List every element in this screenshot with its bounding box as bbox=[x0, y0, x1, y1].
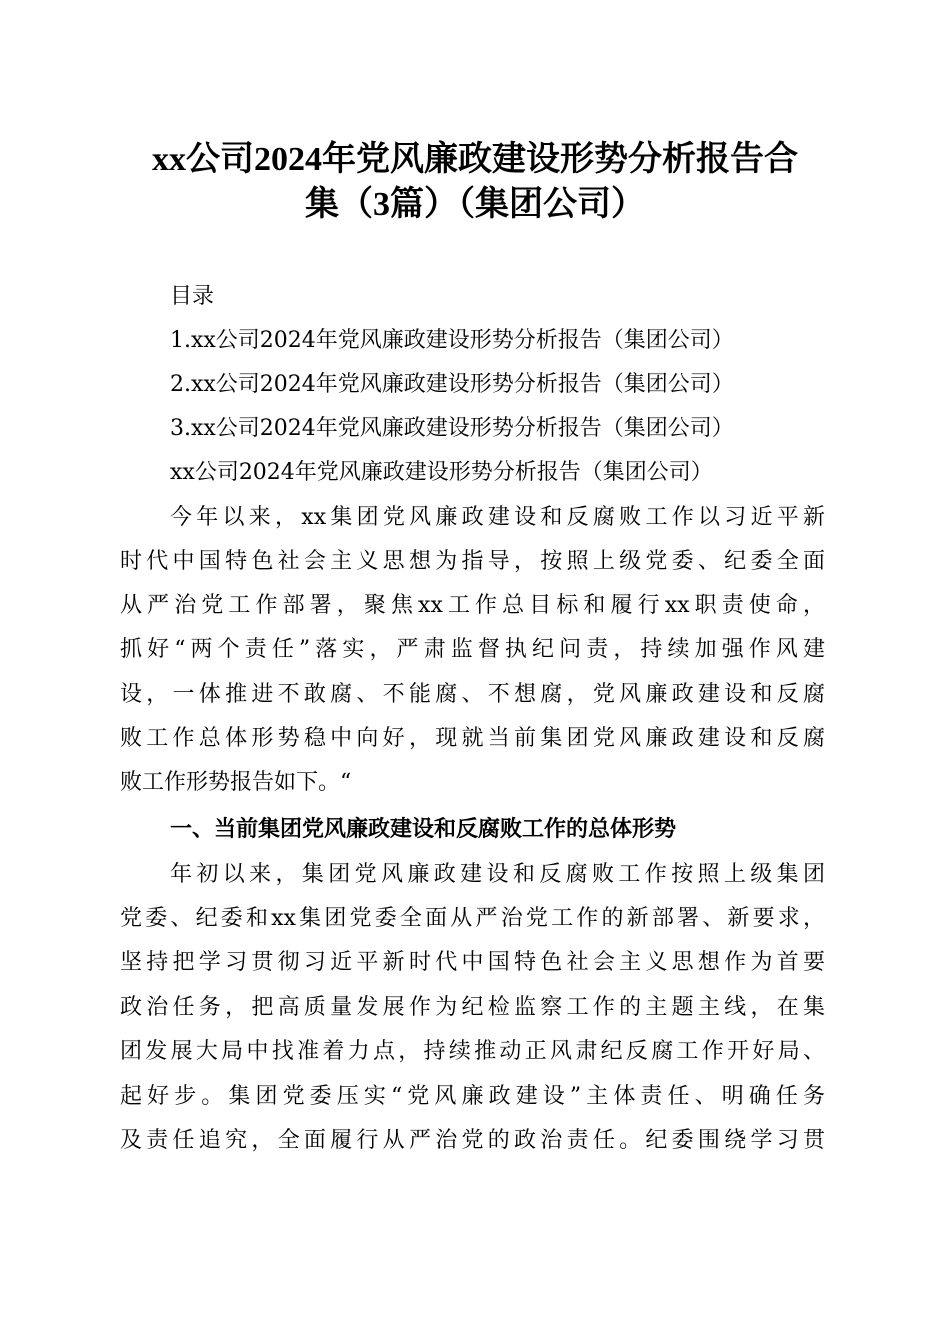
paragraph-line: 年初以来，集团党风廉政建设和反腐败工作按照上级集团 bbox=[170, 862, 825, 887]
paragraph-line: 团发展大局中找准着力点，持续推动正风肃纪反腐工作开好局、 bbox=[120, 1039, 825, 1064]
toc-item-1[interactable]: 1.xx公司2024年党风廉政建设形势分析报告（集团公司） bbox=[170, 328, 734, 353]
paragraph-line: 坚持把学习贯彻习近平新时代中国特色社会主义思想作为首要 bbox=[120, 950, 825, 975]
toc-label: 目录 bbox=[170, 284, 215, 309]
paragraph-line: 从严治党工作部署，聚焦xx工作总目标和履行xx职责使命， bbox=[120, 593, 825, 618]
paragraph-line: 设，一体推进不敢腐、不能腐、不想腐，党风廉政建设和反腐 bbox=[120, 682, 825, 707]
paragraph-line: 党委、纪委和xx集团党委全面从严治党工作的新部署、新要求， bbox=[120, 906, 825, 931]
document-title-line-2: 集（3篇）（集团公司） bbox=[305, 186, 645, 223]
paragraph-line: 抓好“两个责任”落实，严肃监督执纪问责，持续加强作风建 bbox=[120, 637, 825, 662]
paragraph-line: 及责任追究，全面履行从严治党的政治责任。纪委围绕学习贯 bbox=[120, 1128, 825, 1153]
section-heading: 一、当前集团党风廉政建设和反腐败工作的总体形势 bbox=[170, 817, 677, 842]
paragraph-line: 败工作总体形势稳中向好，现就当前集团党风廉政建设和反腐 bbox=[120, 726, 825, 751]
paragraph-line: 今年以来，xx集团党风廉政建设和反腐败工作以习近平新 bbox=[170, 505, 825, 530]
article-title: xx公司2024年党风廉政建设形势分析报告（集团公司） bbox=[170, 460, 713, 485]
toc-item-3[interactable]: 3.xx公司2024年党风廉政建设形势分析报告（集团公司） bbox=[170, 416, 734, 441]
paragraph-line: 政治任务，把高质量发展作为纪检监察工作的主题主线，在集 bbox=[120, 995, 825, 1020]
paragraph-line: 败工作形势报告如下。“ bbox=[120, 770, 352, 795]
paragraph-line: 时代中国特色社会主义思想为指导，按照上级党委、纪委全面 bbox=[120, 549, 825, 574]
document-title-line-1: xx公司2024年党风廉政建设形势分析报告合 bbox=[152, 141, 798, 178]
paragraph-line: 起好步。集团党委压实“党风廉政建设”主体责任、明确任务 bbox=[120, 1084, 825, 1109]
toc-item-2[interactable]: 2.xx公司2024年党风廉政建设形势分析报告（集团公司） bbox=[170, 372, 734, 397]
